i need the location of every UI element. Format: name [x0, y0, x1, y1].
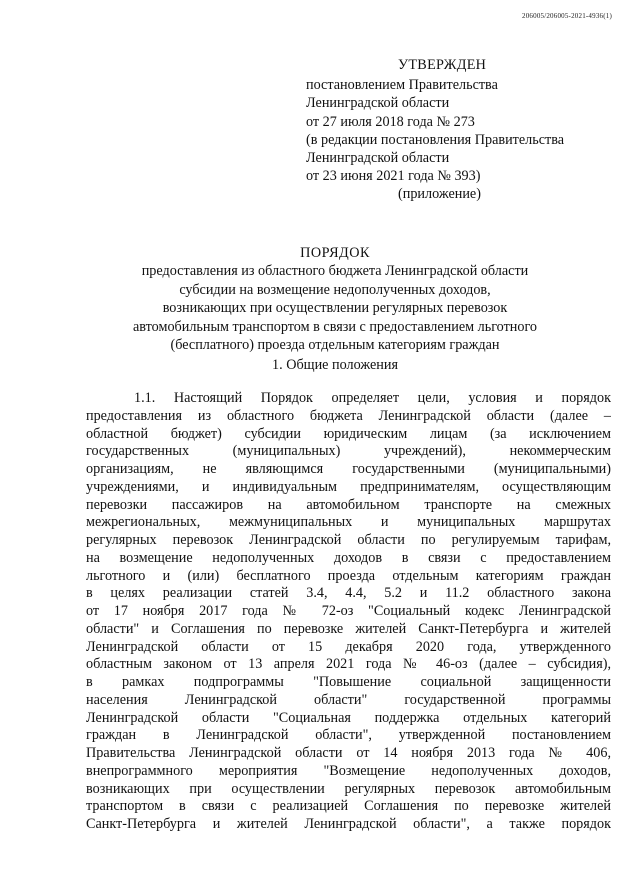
text-line: перевозки пассажиров на автомобильном транспорте на смежных [86, 496, 611, 513]
document-id: 206005/206005-2021-4936(1) [522, 12, 612, 20]
text-line: Правительства Ленинградской области от 14 ноября 2013 года № 406, [86, 745, 611, 761]
text-line: области" и Соглашения по перевозке жителей Санкт-Петербурга и жителей [86, 620, 611, 637]
paragraph-1-1 [86, 390, 611, 834]
text-line: транспортом в связи с реализацией Соглашения по перевозке жителей [86, 798, 611, 815]
approval-line: от 23 июня 2021 года № 393) [306, 168, 481, 185]
section-heading: 1. Общие положения [272, 357, 398, 373]
title-line: предоставления из областного бюджета Ленинградской области [141, 263, 529, 280]
approval-line: Ленинградской области [306, 150, 450, 167]
text-line: областной бюджет) субсидии юридическим лицам (за исключением [86, 425, 611, 442]
title-heading: ПОРЯДОК [300, 245, 370, 261]
approval-line: от 27 июля 2018 года № 273 [306, 113, 475, 130]
text-line: внепрограммного мероприятия "Возмещение недополученных доходов, [86, 762, 611, 779]
title-line: (бесплатного) проезда отдельным категориям граждан [170, 337, 500, 354]
text-line: возникающих при осуществлении регулярных перевозок автомобильным [86, 780, 611, 797]
text-line: государственных (муниципальных) учреждений), некоммерческим [86, 443, 611, 460]
annex-label: (приложение) [398, 186, 481, 203]
text-line: граждан в Ленинградской области", утвержденной постановлением [86, 727, 611, 744]
text-line: организациям, не являющимся государственными (муниципальными) [86, 461, 611, 477]
text-line: в рамках подпрограммы "Повышение социальной защищенности [86, 674, 611, 690]
text-line: Ленинградской области от 15 декабря 2020 года, утвержденного [86, 638, 611, 655]
text-line: Санкт-Петербурга и жителей Ленинградской области", а также порядок [86, 816, 611, 832]
text-line: Ленинградской области "Социальная поддержка отдельных категорий [86, 709, 611, 726]
text-line: регулярных перевозок Ленинградской области по регулируемым тарифам, [86, 532, 611, 548]
text-line: областным законом от 13 апреля 2021 года № 46-оз (далее – субсидия), [86, 656, 611, 673]
approval-line: (в редакции постановления Правительства [306, 131, 565, 148]
text-line: 1.1. Настоящий Порядок определяет цели, условия и порядок [134, 390, 611, 406]
approval-line: Ленинградской области [306, 95, 450, 112]
text-line: льготного и (или) бесплатного проезда отдельным категориям граждан [86, 567, 611, 584]
text-line: учреждениями, и индивидуальным предпринимателям, осуществляющим [86, 478, 611, 495]
title-line: возникающих при осуществлении регулярных перевозок [162, 300, 508, 317]
title-line: автомобильным транспортом в связи с предоставлением льготного [132, 318, 538, 335]
text-line: на возмещение недополученных доходов в связи с предоставлением [86, 549, 611, 566]
approval-line: постановлением Правительства [306, 77, 498, 94]
title-line: субсидии на возмещение недополученных доходов, [179, 281, 491, 298]
text-line: населения Ленинградской области" государственной программы [86, 691, 611, 708]
text-line: в целях реализации статей 3.4, 4.4, 5.2 и 11.2 областного закона [86, 585, 611, 602]
text-line: предоставления из областного бюджета Ленинградской области (далее – [86, 407, 611, 424]
document-title [60, 244, 610, 354]
approved-heading: УТВЕРЖДЕН [398, 57, 487, 73]
text-line: от 17 ноября 2017 года № 72-оз "Социальный кодекс Ленинградской [86, 603, 611, 619]
approval-stamp [306, 56, 626, 204]
text-line: межрегиональных, межмуниципальных и муниципальных маршрутах [86, 514, 611, 531]
